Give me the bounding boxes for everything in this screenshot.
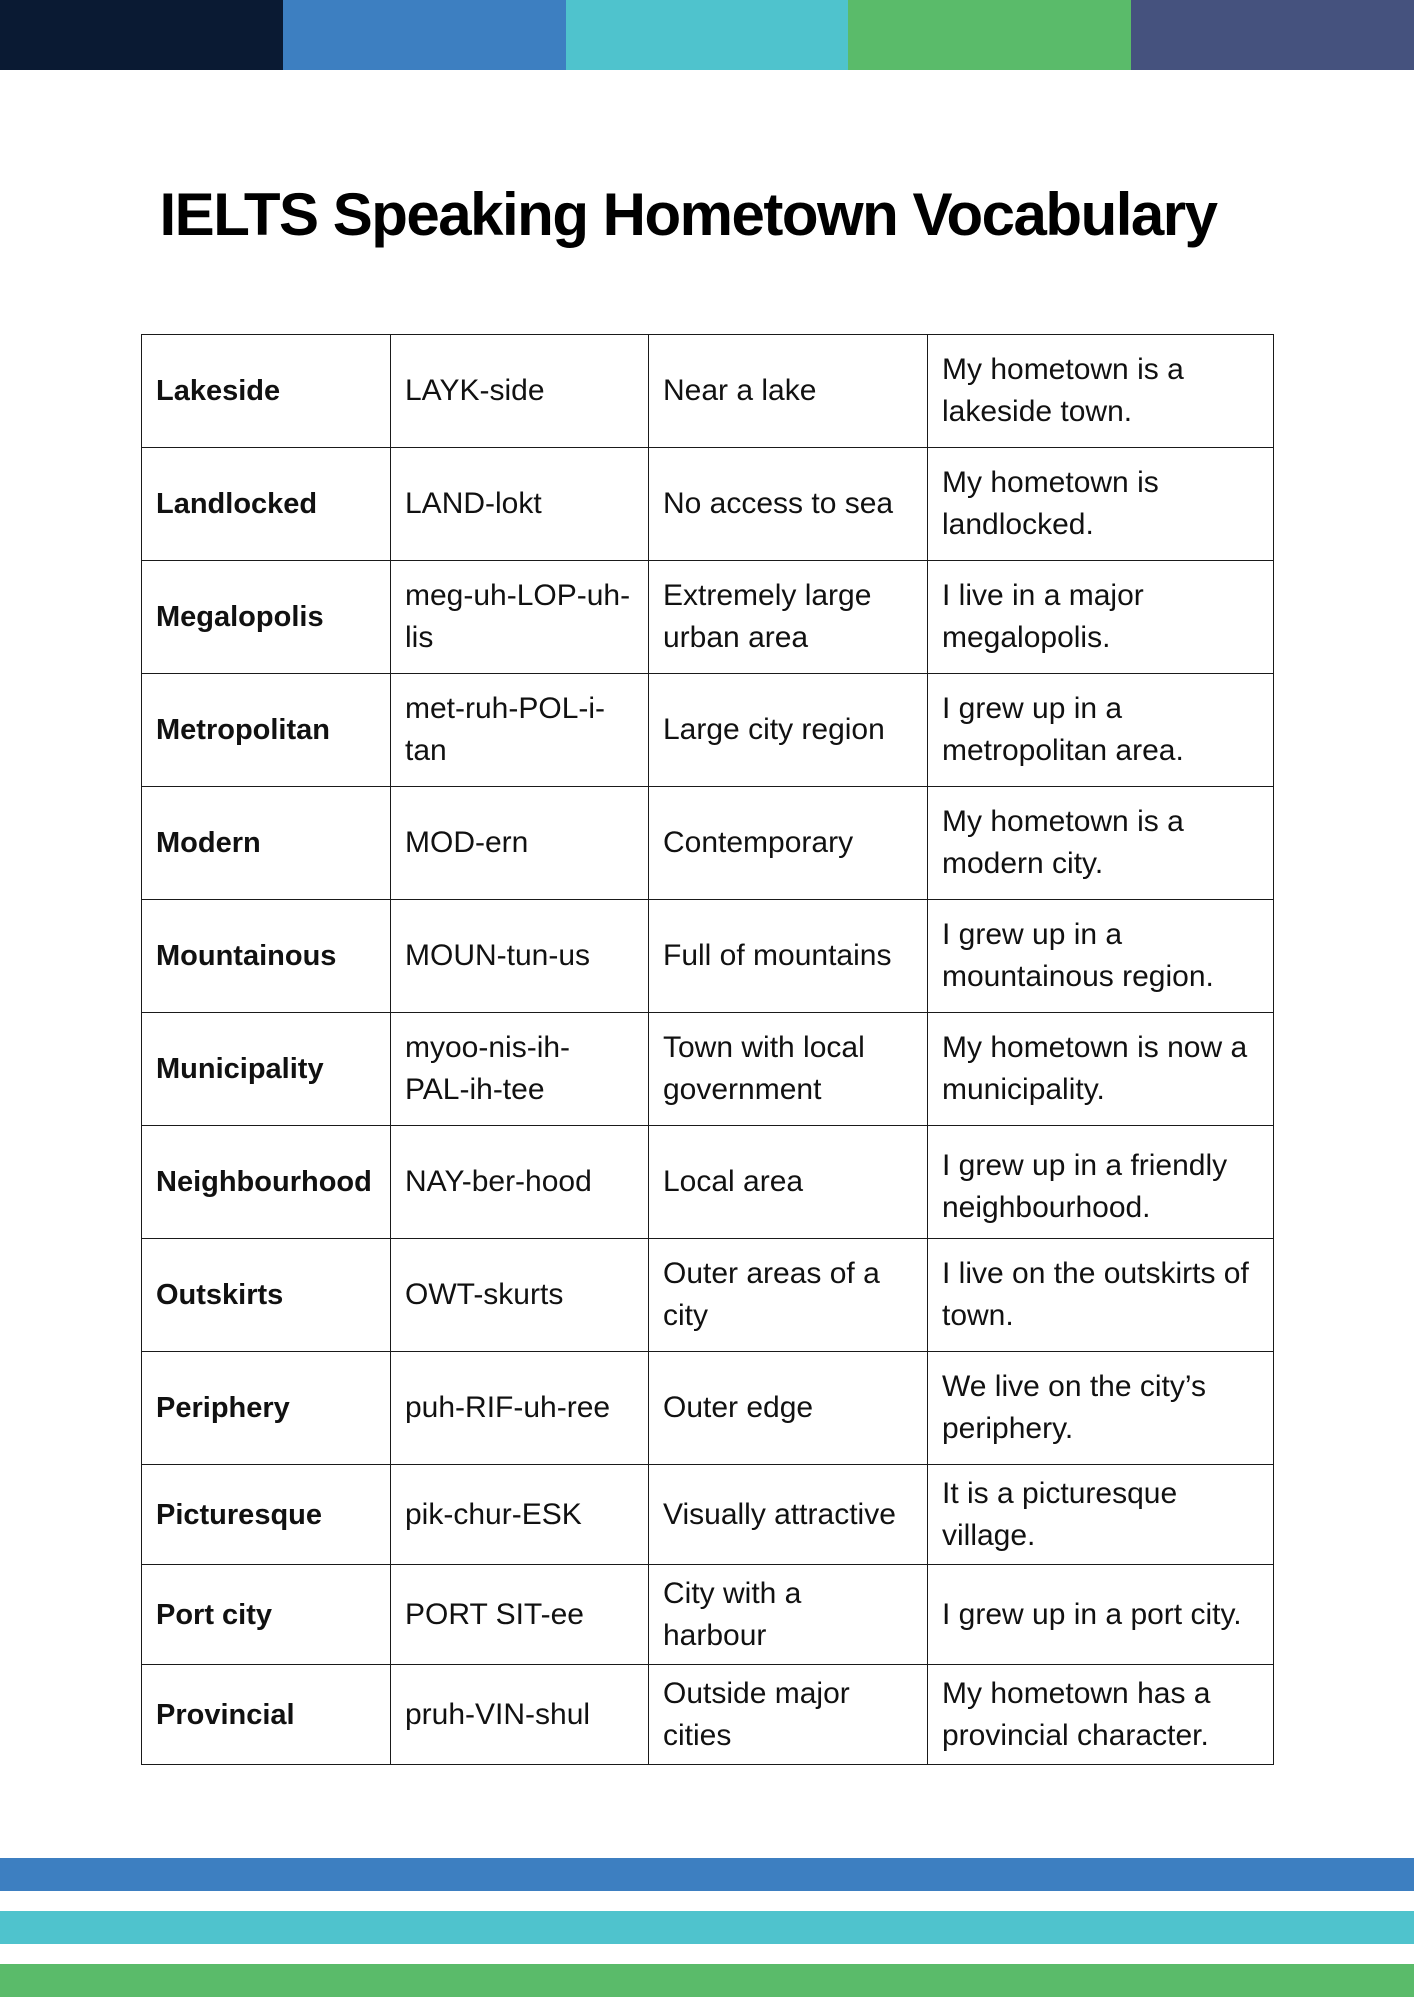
meaning-cell [649, 1239, 928, 1352]
example-sentence-cell-text: I live in a major megalopolis. [942, 579, 1144, 654]
pronunciation-cell [391, 787, 649, 900]
pronunciation-cell-text: LAND-lokt [405, 487, 542, 520]
meaning-cell-text: Extremely large urban area [663, 579, 872, 654]
meaning-cell-text: Near a lake [663, 374, 817, 407]
meaning-cell-text: Town with local government [663, 1031, 865, 1106]
vocab-word-cell-text: Neighbourhood [156, 1166, 372, 1198]
pronunciation-cell-text: MOD-ern [405, 826, 529, 859]
color-segment-blue [283, 0, 566, 70]
meaning-cell [649, 674, 928, 787]
example-sentence-cell-text: I grew up in a port city. [942, 1597, 1242, 1631]
vocab-word-cell [142, 787, 391, 900]
example-sentence-cell-text: My hometown has a provincial character. [942, 1676, 1211, 1752]
meaning-cell-text: Outside major cities [663, 1676, 850, 1752]
vocab-word-cell-text: Provincial [156, 1698, 295, 1731]
example-sentence-cell [928, 900, 1274, 1013]
meaning-cell-text: Outer areas of a city [663, 1257, 880, 1332]
pronunciation-cell [391, 900, 649, 1013]
table-row [142, 1013, 1274, 1126]
table-row [142, 1352, 1274, 1465]
pronunciation-cell [391, 674, 649, 787]
pronunciation-cell [391, 1013, 649, 1126]
page-title: IELTS Speaking Hometown Vocabulary [159, 181, 1217, 248]
meaning-cell [649, 561, 928, 674]
meaning-cell [649, 1665, 928, 1765]
meaning-cell [649, 448, 928, 561]
table-row [142, 674, 1274, 787]
pronunciation-cell [391, 1352, 649, 1465]
example-sentence-cell-text: I live on the outskirts of town. [942, 1257, 1249, 1332]
example-sentence-cell-text: My hometown is a lakeside town. [942, 353, 1184, 428]
pronunciation-cell [391, 1565, 649, 1665]
meaning-cell [649, 1352, 928, 1465]
example-sentence-cell [928, 335, 1274, 448]
vocab-word-cell [142, 448, 391, 561]
pronunciation-cell [391, 1239, 649, 1352]
meaning-cell-text: Full of mountains [663, 939, 892, 972]
top-color-bar [0, 0, 1414, 70]
vocab-word-cell-text: Periphery [156, 1392, 290, 1424]
vocab-word-cell [142, 900, 391, 1013]
example-sentence-cell [928, 448, 1274, 561]
vocab-word-cell-text: Metropolitan [156, 714, 330, 746]
pronunciation-cell [391, 448, 649, 561]
table-row [142, 787, 1274, 900]
color-segment-green [848, 0, 1131, 70]
example-sentence-cell-text: My hometown is a modern city. [942, 805, 1184, 880]
vocab-word-cell-text: Municipality [156, 1053, 324, 1085]
pronunciation-cell-text: LAYK-side [405, 374, 545, 407]
pronunciation-cell-text: NAY-ber-hood [405, 1165, 592, 1198]
vocab-word-cell [142, 1465, 391, 1565]
vocabulary-table-body [142, 335, 1274, 1765]
vocab-word-cell [142, 1565, 391, 1665]
vocab-word-cell [142, 674, 391, 787]
meaning-cell [649, 1013, 928, 1126]
example-sentence-cell [928, 1352, 1274, 1465]
vocab-word-cell [142, 335, 391, 448]
meaning-cell [649, 1465, 928, 1565]
footer-stripe-blue [0, 1858, 1414, 1891]
example-sentence-cell-text: It is a picturesque village. [942, 1476, 1178, 1552]
table-row [142, 335, 1274, 448]
table-row [142, 1126, 1274, 1239]
example-sentence-cell-text: My hometown is now a municipality. [942, 1031, 1248, 1106]
vocab-word-cell-text: Port city [156, 1598, 273, 1631]
pronunciation-cell-text: met-ruh-POL-i-tan [405, 692, 606, 767]
example-sentence-cell-text: I grew up in a metropolitan area. [942, 692, 1184, 767]
vocab-word-cell-text: Outskirts [156, 1279, 284, 1311]
example-sentence-cell [928, 1665, 1274, 1765]
pronunciation-cell-text: pik-chur-ESK [405, 1497, 582, 1531]
pronunciation-cell-text: PORT SIT-ee [405, 1597, 584, 1631]
example-sentence-cell [928, 1239, 1274, 1352]
vocab-word-cell-text: Modern [156, 827, 261, 859]
example-sentence-cell-text: I grew up in a mountainous region. [942, 918, 1214, 993]
color-segment-slate [1131, 0, 1414, 70]
vocab-word-cell-text: Megalopolis [156, 601, 324, 633]
pronunciation-cell-text: puh-RIF-uh-ree [405, 1391, 611, 1424]
meaning-cell [649, 900, 928, 1013]
meaning-cell [649, 1126, 928, 1239]
color-segment-navy [0, 0, 283, 70]
vocab-word-cell [142, 1126, 391, 1239]
pronunciation-cell-text: OWT-skurts [405, 1278, 564, 1311]
meaning-cell-text: Visually attractive [663, 1497, 896, 1531]
vocab-word-cell [142, 1239, 391, 1352]
example-sentence-cell [928, 1013, 1274, 1126]
table-row [142, 1665, 1274, 1765]
pronunciation-cell-text: myoo-nis-ih-PAL-ih-tee [405, 1031, 571, 1106]
example-sentence-cell-text: My hometown is landlocked. [942, 466, 1159, 541]
example-sentence-cell [928, 674, 1274, 787]
vocab-word-cell [142, 561, 391, 674]
meaning-cell-text: Local area [663, 1165, 804, 1198]
table-row [142, 561, 1274, 674]
vocab-word-cell-text: Landlocked [156, 488, 318, 520]
color-segment-teal [566, 0, 849, 70]
meaning-cell-text: City with a harbour [663, 1576, 802, 1652]
meaning-cell-text: No access to sea [663, 487, 894, 520]
pronunciation-cell [391, 1465, 649, 1565]
example-sentence-cell [928, 1126, 1274, 1239]
footer-stripe-teal [0, 1911, 1414, 1944]
table-row [142, 448, 1274, 561]
vocab-word-cell-text: Mountainous [156, 940, 337, 972]
meaning-cell-text: Contemporary [663, 826, 854, 859]
vocab-word-cell-text: Lakeside [156, 375, 281, 407]
vocabulary-table [141, 334, 1274, 1765]
pronunciation-cell [391, 561, 649, 674]
pronunciation-cell-text: MOUN-tun-us [405, 939, 591, 972]
pronunciation-cell [391, 1665, 649, 1765]
meaning-cell [649, 1565, 928, 1665]
table-row [142, 900, 1274, 1013]
vocab-word-cell [142, 1352, 391, 1465]
vocab-word-cell-text: Picturesque [156, 1498, 322, 1531]
vocab-word-cell [142, 1013, 391, 1126]
pronunciation-cell-text: meg-uh-LOP-uh-lis [405, 579, 631, 654]
pronunciation-cell [391, 1126, 649, 1239]
example-sentence-cell [928, 561, 1274, 674]
table-row [142, 1239, 1274, 1352]
vocab-word-cell [142, 1665, 391, 1765]
meaning-cell [649, 335, 928, 448]
table-row [142, 1565, 1274, 1665]
pronunciation-cell-text: pruh-VIN-shul [405, 1697, 591, 1731]
example-sentence-cell-text: We live on the city’s periphery. [942, 1370, 1207, 1445]
meaning-cell [649, 787, 928, 900]
example-sentence-cell [928, 1465, 1274, 1565]
example-sentence-cell [928, 787, 1274, 900]
meaning-cell-text: Large city region [663, 713, 885, 746]
footer-stripe-green [0, 1964, 1414, 1997]
example-sentence-cell-text: I grew up in a friendly neighbourhood. [942, 1149, 1228, 1224]
example-sentence-cell [928, 1565, 1274, 1665]
meaning-cell-text: Outer edge [663, 1391, 814, 1424]
table-row [142, 1465, 1274, 1565]
pronunciation-cell [391, 335, 649, 448]
